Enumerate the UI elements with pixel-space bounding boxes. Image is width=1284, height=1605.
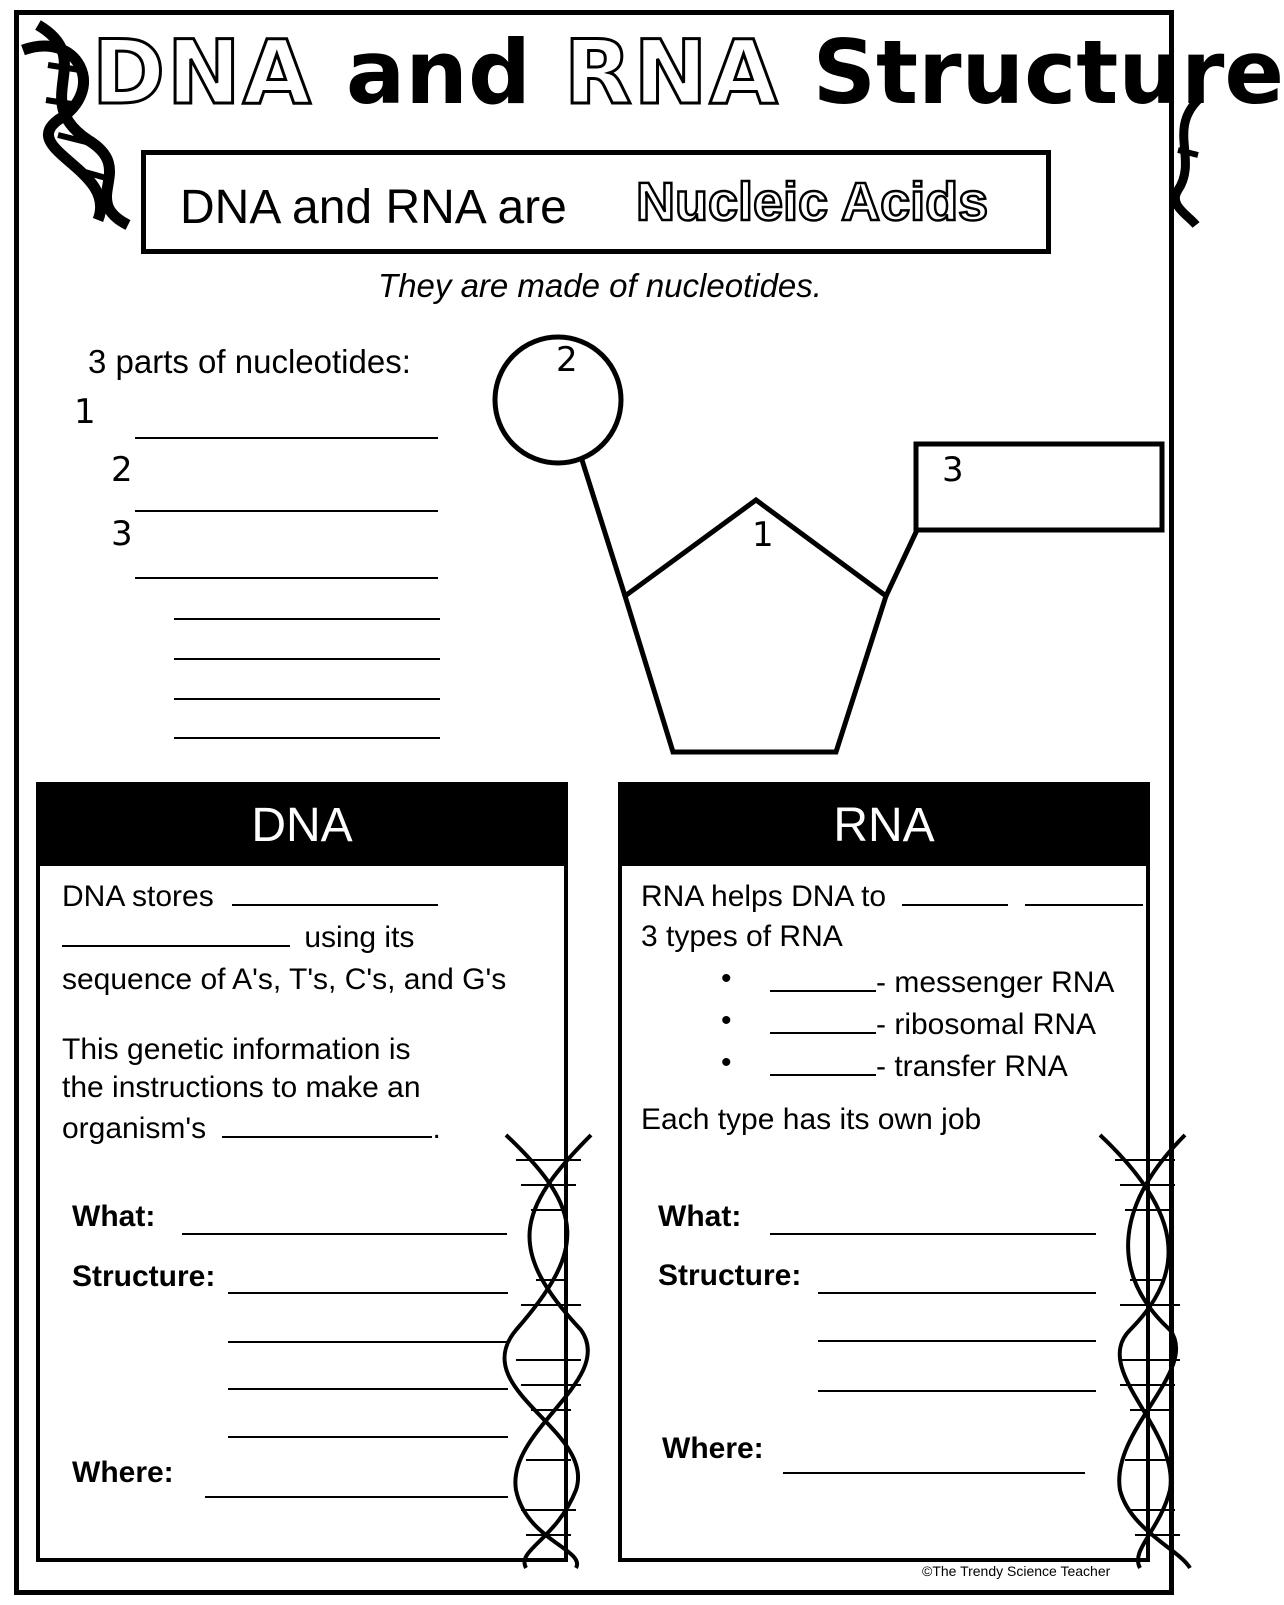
answer-line[interactable]	[135, 510, 438, 512]
answer-line[interactable]	[818, 1390, 1096, 1392]
answer-line[interactable]	[135, 437, 438, 439]
rna-job-text: Each type has its own job	[641, 1103, 982, 1136]
page-title	[92, 18, 1284, 128]
answer-line[interactable]	[228, 1388, 508, 1390]
dna-text-line	[62, 876, 438, 917]
dna-panel-header: DNA	[40, 786, 564, 866]
answer-blank[interactable]	[222, 1108, 432, 1138]
bullet-dot: •	[721, 1004, 732, 1037]
part-number-1: 1	[74, 392, 96, 432]
answer-line[interactable]	[174, 737, 440, 739]
bullet-transfer-text: - transfer RNA	[876, 1050, 1068, 1083]
rna-text-line	[641, 876, 1143, 917]
answer-blank[interactable]	[232, 876, 438, 906]
dna-where-label: Where:	[72, 1456, 174, 1489]
circle-connector	[582, 460, 625, 596]
title-dna: DNA	[92, 21, 313, 124]
dna-helix-icon	[496, 1130, 606, 1570]
dna-text-line	[62, 917, 414, 958]
bullet-dot: •	[721, 1046, 732, 1079]
dna-info-text: This genetic information is	[62, 1033, 411, 1066]
nucleotide-diagram	[480, 320, 1170, 760]
answer-blank[interactable]	[770, 1004, 876, 1034]
bullet-dot: •	[721, 962, 732, 995]
answer-line[interactable]	[818, 1340, 1096, 1342]
dna-instructions-text: the instructions to make an	[62, 1071, 421, 1104]
part-number-2: 2	[111, 450, 133, 490]
answer-blank[interactable]	[62, 917, 290, 947]
period: .	[432, 1112, 441, 1145]
answer-blank[interactable]	[770, 962, 876, 992]
rna-what-label: What:	[658, 1200, 742, 1233]
rna-types-text: 3 types of RNA	[641, 920, 843, 953]
title-structure: Structure	[812, 21, 1284, 124]
answer-line[interactable]	[174, 698, 440, 700]
rect-connector	[886, 530, 917, 596]
subtitle: They are made of nucleotides.	[378, 267, 822, 304]
bullet-item-ribosomal	[770, 1004, 1096, 1042]
parts-heading: 3 parts of nucleotides:	[88, 343, 411, 380]
dna-stores-text: DNA stores	[62, 880, 214, 913]
banner-highlight: Nucleic Acids	[636, 172, 989, 232]
rna-panel-header: RNA	[622, 786, 1146, 866]
answer-line[interactable]	[770, 1233, 1096, 1235]
answer-line[interactable]	[174, 658, 440, 660]
nucleic-acids-banner	[141, 150, 1051, 254]
dna-what-label: What:	[72, 1200, 156, 1233]
dna-structure-label: Structure:	[72, 1260, 216, 1293]
bullet-ribosomal-text: - ribosomal RNA	[876, 1008, 1097, 1041]
diagram-label-3: 3	[942, 450, 964, 490]
answer-line[interactable]	[174, 618, 440, 620]
answer-line[interactable]	[205, 1496, 508, 1498]
dna-sequence-text: sequence of A's, T's, C's, and G's	[62, 963, 507, 996]
using-its-text: using its	[304, 921, 415, 954]
answer-blank[interactable]	[770, 1046, 876, 1076]
rna-helps-text: RNA helps DNA to	[641, 880, 887, 913]
answer-blank[interactable]	[1025, 876, 1143, 906]
answer-line[interactable]	[135, 577, 438, 579]
answer-line[interactable]	[228, 1292, 508, 1294]
diagram-label-1: 1	[752, 515, 774, 555]
bullet-item-messenger	[770, 962, 1114, 1000]
part-number-3: 3	[111, 514, 133, 554]
dna-helix-icon	[1090, 1130, 1198, 1570]
title-and: and	[345, 21, 531, 124]
diagram-label-2: 2	[556, 340, 578, 380]
dna-text-line	[62, 1108, 441, 1149]
answer-line[interactable]	[783, 1472, 1085, 1474]
bullet-item-transfer	[770, 1046, 1068, 1084]
copyright-credit: ©The Trendy Science Teacher	[922, 1563, 1111, 1579]
answer-line[interactable]	[228, 1341, 508, 1343]
answer-line[interactable]	[228, 1436, 508, 1438]
bullet-messenger-text: - messenger RNA	[876, 966, 1115, 999]
rna-structure-label: Structure:	[658, 1259, 802, 1292]
banner-prefix: DNA and RNA are	[180, 181, 567, 234]
answer-line[interactable]	[182, 1233, 507, 1235]
organisms-text: organism's	[62, 1112, 207, 1145]
answer-line[interactable]	[818, 1292, 1096, 1294]
title-rna: RNA	[564, 21, 780, 124]
rna-where-label: Where:	[662, 1432, 764, 1465]
answer-blank[interactable]	[902, 876, 1008, 906]
